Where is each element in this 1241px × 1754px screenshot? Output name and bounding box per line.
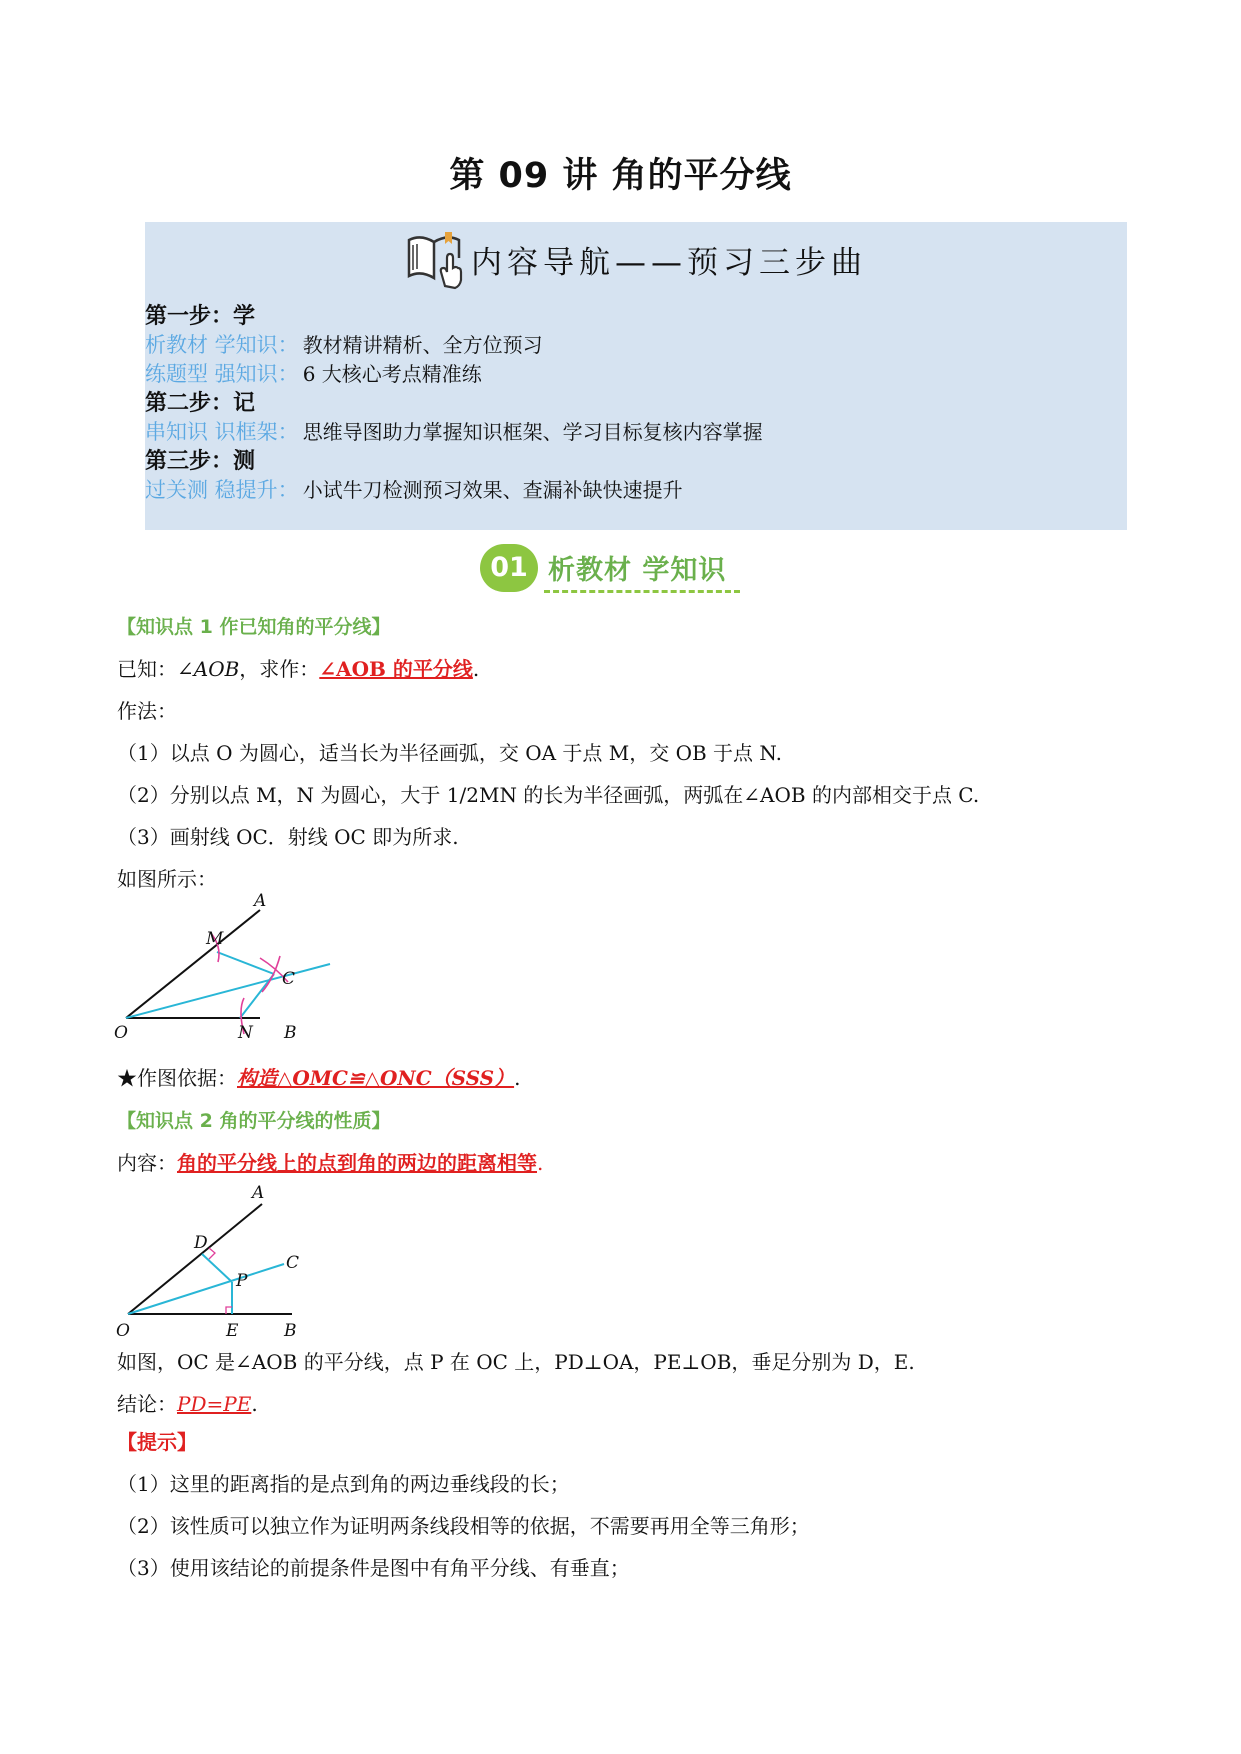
kp1-heading: 【知识点 1 作已知角的平分线】 [117,616,391,638]
nav-item-label: 串知识 识框架： [145,420,299,444]
nav-step-2 [145,389,1127,418]
bisector-construction-figure [112,888,342,1050]
nav-item-practice [145,360,1127,389]
kp1-method-title: 作法： [117,699,177,723]
kp1-basis: ★作图依据：构造△OMC≌△ONC（SSS）. [117,1066,521,1090]
section-number-badge: 01 [480,544,538,592]
nav-heading: 内容导航——预习三步曲 [471,244,867,281]
kp1-figure-caption: 如图所示： [117,867,217,891]
nav-step-1 [145,302,1127,331]
bisector-property-figure [112,1182,322,1342]
nav-item-label: 练题型 强知识： [145,362,299,386]
nav-item-desc: 教材精讲精析、全方位预习 [302,333,543,357]
label-N: N [238,1023,253,1043]
main-content-2 [117,1064,1127,1177]
label-C: C [286,1253,300,1273]
kp1-step-1: （1）以点 O 为圆心，适当长为半径画弧，交 OA 于点 M，交 OB 于点 N. [117,741,782,765]
label-A: A [252,1183,265,1203]
kp1-step-2: （2）分别以点 M，N 为圆心，大于 1/2MN 的长为半径画弧，两弧在∠AOB 的内部相交于点 C. [117,783,980,807]
tips-heading: 【提示】 [117,1430,197,1454]
label-O: O [114,1023,128,1043]
nav-step-title: 第一步：学 [145,304,256,329]
tip-2: （2）该性质可以独立作为证明两条线段相等的依据，不需要再用全等三角形； [117,1514,810,1538]
section-header [480,542,760,598]
kp2-content-value: 角的平分线上的点到角的两边的距离相等 [177,1151,537,1175]
nav-item-desc: 思维导图助力掌握知识框架、学习目标复核内容掌握 [302,420,763,444]
nav-step-3 [145,447,1127,476]
kp2-content: 内容：角的平分线上的点到角的两边的距离相等. [117,1151,544,1175]
nav-item-framework [145,418,1127,447]
nav-item-desc: 小试牛刀检测预习效果、查漏补缺快速提升 [302,478,683,502]
content-navigation-box [145,222,1127,530]
kp2-heading: 【知识点 2 角的平分线的性质】 [117,1110,391,1132]
kp1-basis-value: 构造△OMC≌△ONC（SSS） [237,1066,515,1090]
label-B: B [284,1321,297,1341]
nav-step-list [145,302,1127,505]
book-hand-icon [405,228,467,290]
nav-item-label: 析教材 学知识： [145,333,299,357]
tip-3: （3）使用该结论的前提条件是图中有角平分线、有垂直； [117,1556,630,1580]
nav-item-study [145,331,1127,360]
kp2-conclusion: 结论：PD=PE. [117,1392,258,1416]
nav-item-label: 过关测 稳提升： [145,478,299,502]
label-D: D [194,1233,208,1253]
label-E: E [226,1321,239,1341]
section-title: 析教材 学知识 [548,555,727,586]
section-divider [544,590,740,593]
main-content [117,612,1127,893]
label-P: P [236,1271,248,1291]
kp1-target: ∠AOB 的平分线 [319,657,473,681]
label-O: O [116,1321,130,1341]
page-title: 第 09 讲 角的平分线 [449,156,792,196]
kp1-step-3: （3）画射线 OC．射线 OC 即为所求. [117,825,459,849]
nav-item-test [145,476,1127,505]
nav-item-desc: 6 大核心考点精准练 [302,362,482,386]
nav-step-title: 第二步：记 [145,391,256,416]
main-content-3 [117,1348,1127,1582]
label-C: C [282,969,296,989]
tip-1: （1）这里的距离指的是点到角的两边垂线段的长； [117,1472,570,1496]
label-B: B [284,1023,297,1043]
nav-step-title: 第三步：测 [145,449,256,474]
nav-header [145,226,1127,292]
kp1-given: 已知：∠AOB，求作：∠AOB 的平分线. [117,657,480,681]
kp2-description: 如图，OC 是∠AOB 的平分线，点 P 在 OC 上，PD⊥OA，PE⊥OB，垂足分别为 D，E. [117,1350,915,1374]
label-A: A [254,891,267,911]
kp2-conclusion-value: PD=PE [177,1392,252,1416]
label-M: M [206,929,224,949]
